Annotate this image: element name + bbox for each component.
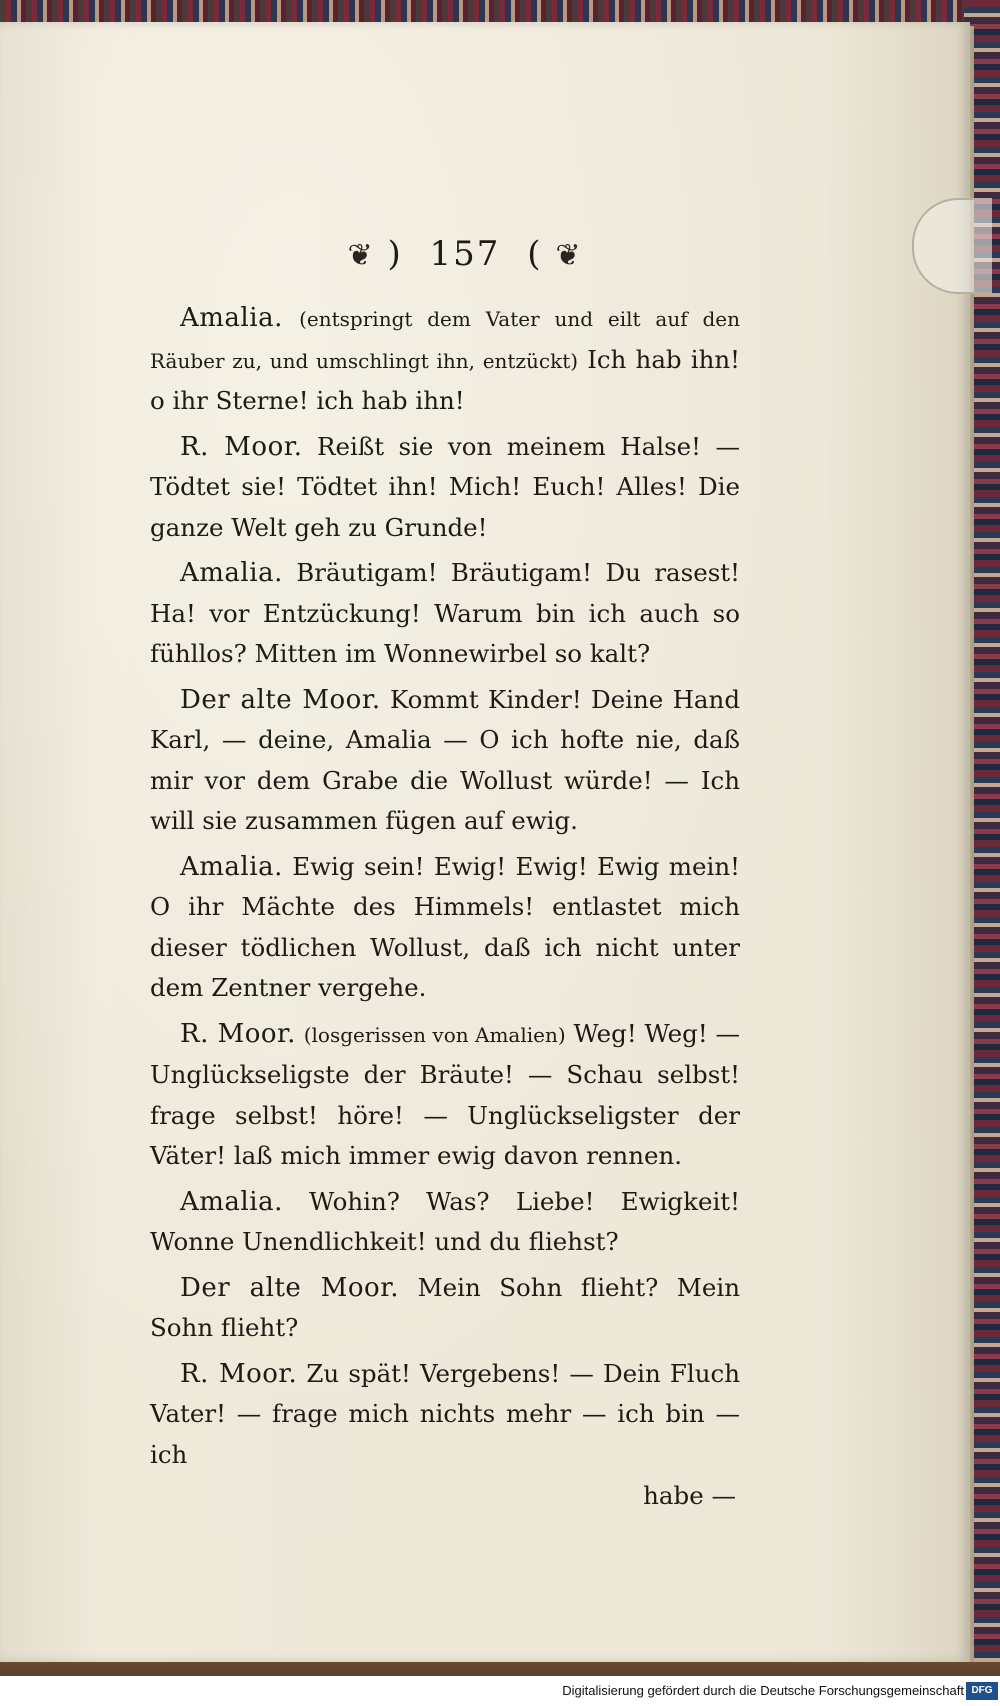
speaker-name: Der alte Moor. — [180, 1272, 400, 1303]
page-tab-marker — [912, 198, 992, 294]
dialogue-paragraph — [150, 1014, 740, 1177]
fleuron-right-icon: ❦ — [555, 238, 583, 273]
speaker-name: Der alte Moor. — [180, 684, 381, 715]
speaker-name: Amalia. — [180, 303, 283, 333]
catchword: habe — — [643, 1481, 736, 1510]
speaker-name: Amalia. — [180, 1186, 283, 1217]
dialogue-text: Weg! Weg! — Unglückseligste der Bräute! — Schau selbst! frage selbst! höre! — Unglückseligster der Väter! laß mich immer ewig davon rennen. — [150, 1018, 740, 1170]
dialogue-paragraph — [150, 847, 740, 1009]
dialogue-text: Bräutigam! Bräutigam! Du rasest! Ha! vor Entzückung! Warum bin ich auch so fühllos? Mitten im Wonnewirbel so kalt? — [150, 558, 740, 668]
dialogue-paragraph — [150, 427, 740, 549]
dialogue-paragraph — [150, 298, 740, 422]
digitization-footer — [0, 1676, 1000, 1706]
page-number: 157 — [429, 234, 501, 274]
dialogue-text: Reißt sie von meinem Halse! — Tödtet sie! Tödtet ihn! Mich! Euch! Alles! Die ganze Welt geh zu Grunde! — [150, 431, 740, 542]
dialogue-text: Ich hab ihn! o ihr Sterne! ich hab ihn! — [150, 344, 740, 415]
dialogue-text: Mein Sohn flieht? Mein Sohn flieht? — [150, 1272, 741, 1342]
dialogue-paragraph — [150, 680, 740, 842]
stage-direction: (losgerissen von Amalien) — [303, 1022, 566, 1047]
dialogue-text: Zu spät! Vergebens! — Dein Fluch Vater! — frage mich nichts mehr — ich bin — ich — [150, 1358, 740, 1469]
speaker-name: Amalia. — [180, 851, 283, 882]
page-text — [150, 230, 740, 1516]
speaker-name: R. Moor. — [180, 1018, 296, 1049]
dialogue-paragraph — [150, 1354, 740, 1476]
dfg-logo: DFG — [966, 1682, 998, 1700]
speaker-name: R. Moor. — [180, 1358, 298, 1389]
dialogue-text: Wohin? Was? Liebe! Ewigkeit! Wonne Unendlichkeit! und du fliehst? — [150, 1186, 740, 1256]
dialogue-text: Ewig sein! Ewig! Ewig! Ewig mein! O ihr Mächte des Himmels! entlastet mich dieser tödlichen Wollust, daß ich nicht unter dem Zentner vergehe. — [150, 851, 740, 1002]
header-bracket-left: ) — [387, 234, 403, 274]
stage-direction: (entspringt dem Vater und eilt auf den Räuber zu, und umschlingt ihn, entzückt) — [150, 307, 740, 373]
speaker-name: Amalia. — [180, 558, 283, 588]
footer-credit: Digitalisierung gefördert durch die Deutsche Forschungsgemeinschaft — [562, 1683, 964, 1698]
dialogue-paragraph — [150, 1182, 740, 1263]
fleuron-left-icon: ❦ — [347, 238, 375, 273]
dialogue-text: Kommt Kinder! Deine Hand Karl, — deine, Amalia — O ich hofte nie, daß mir vor dem Grabe die Wollust würde! — Ich will sie zusammen fügen auf ewig. — [150, 684, 741, 835]
dialogue-paragraph — [150, 553, 740, 675]
speaker-name: R. Moor. — [180, 431, 303, 462]
page-header — [190, 230, 740, 278]
dialogue-paragraph — [150, 1268, 740, 1349]
header-bracket-right: ( — [527, 234, 543, 274]
